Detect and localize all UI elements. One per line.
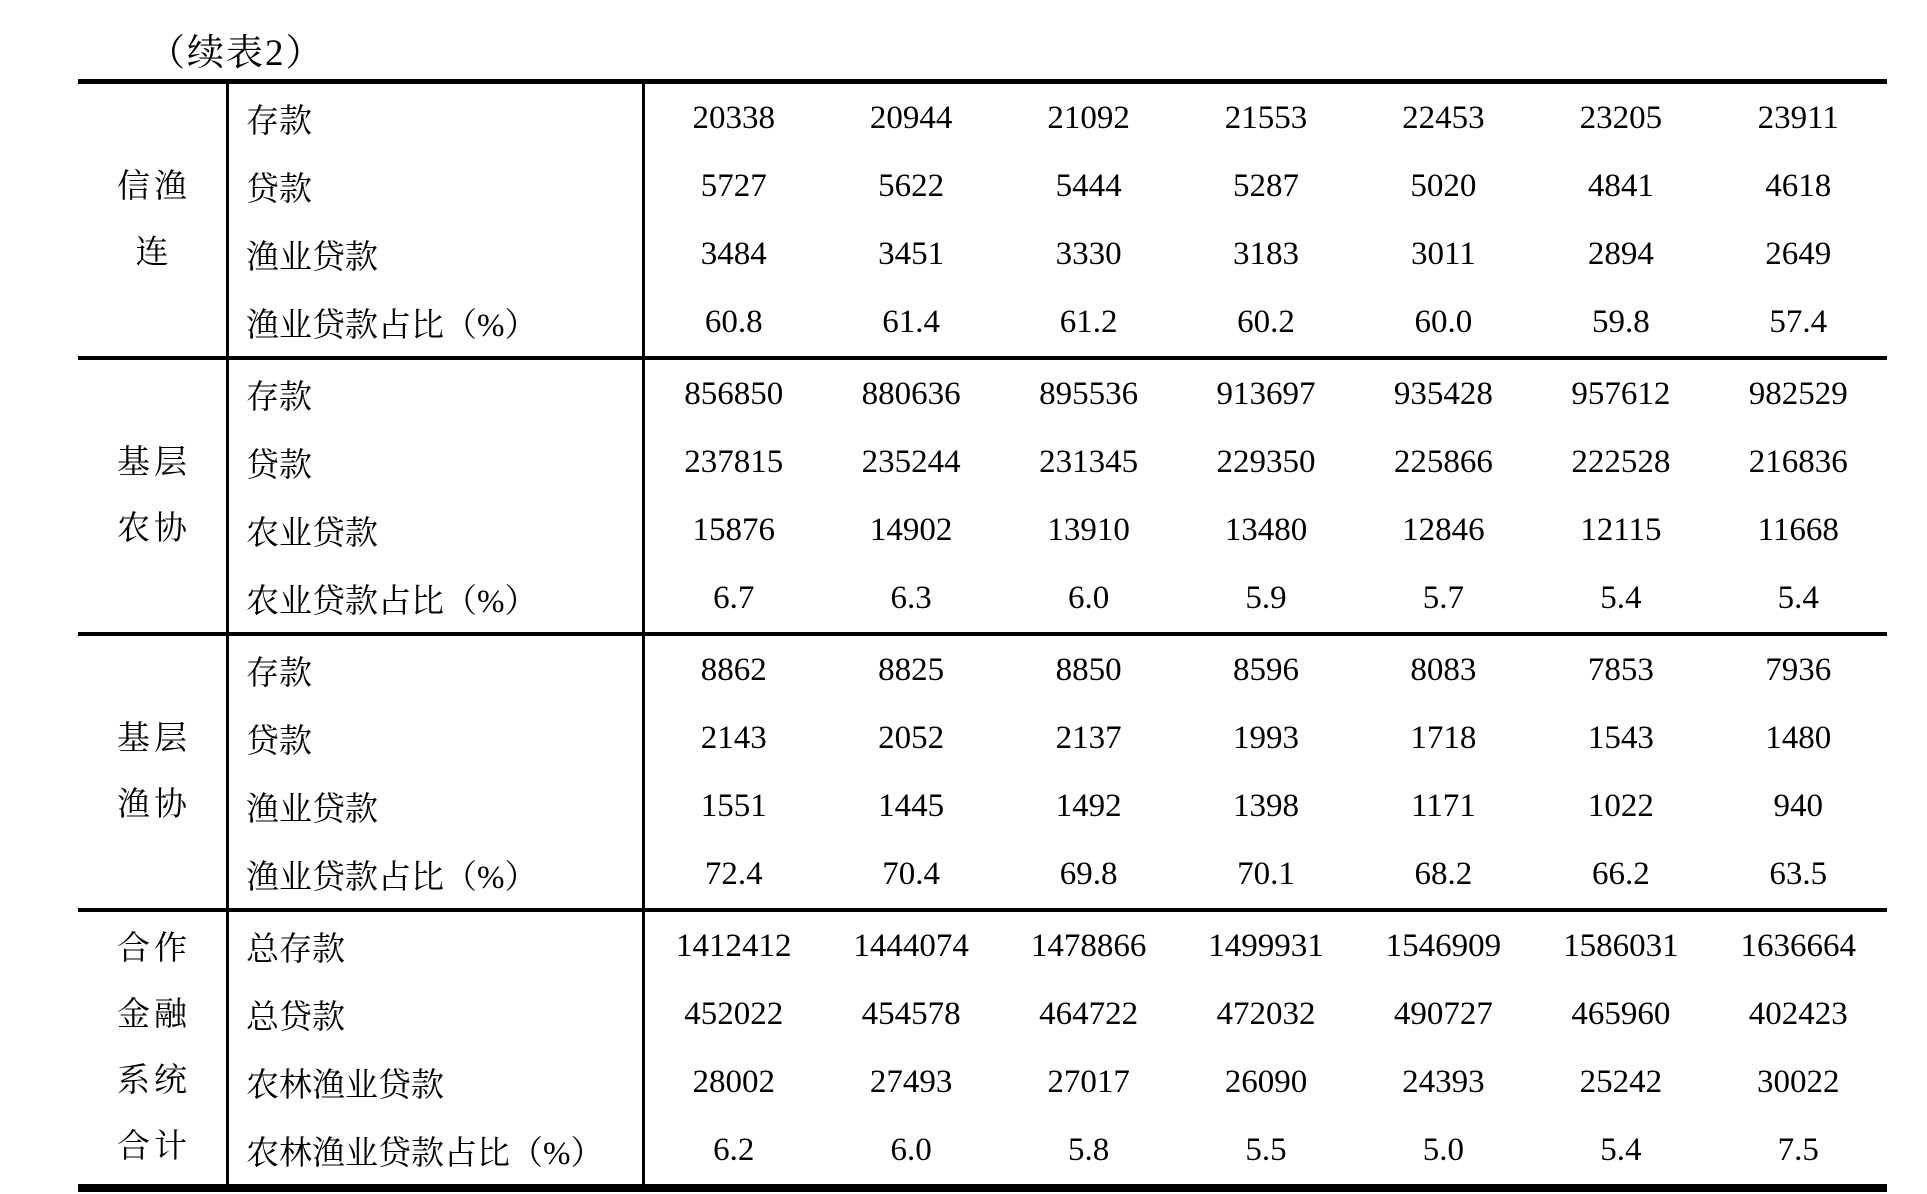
group-name-line: 金融 — [117, 997, 191, 1033]
value-cell: 72.4 — [704, 855, 763, 892]
value-cell: 216836 — [1748, 443, 1848, 480]
value-cell: 30022 — [1757, 1063, 1840, 1100]
value-cell: 5.4 — [1600, 1131, 1642, 1168]
page-title: （续表2） — [148, 33, 325, 74]
value-cell: 235244 — [861, 443, 961, 480]
value-cell: 982529 — [1748, 375, 1848, 412]
value-cell: 2894 — [1587, 235, 1654, 272]
group-name-cell — [78, 84, 229, 356]
value-cell: 1445 — [878, 787, 945, 824]
value-cell: 23205 — [1579, 99, 1663, 136]
value-cell: 1412412 — [675, 927, 792, 964]
value-cell: 5444 — [1055, 167, 1122, 204]
group-name-cell — [78, 636, 229, 908]
value-cell: 8862 — [700, 651, 767, 688]
value-cell: 1586031 — [1563, 927, 1679, 964]
value-cell: 3183 — [1232, 235, 1299, 272]
value-cell: 13910 — [1047, 511, 1130, 548]
group-name-line: 农协 — [117, 511, 191, 547]
value-cell: 14902 — [869, 511, 953, 548]
value-cell: 490727 — [1393, 995, 1493, 1032]
value-cell: 957612 — [1571, 375, 1671, 412]
value-cell: 231345 — [1039, 443, 1139, 480]
value-cell: 1171 — [1411, 787, 1476, 824]
value-cell: 5.5 — [1245, 1131, 1287, 1168]
value-cell: 454578 — [861, 995, 961, 1032]
group-name-line: 连 — [135, 235, 173, 271]
row-label: 总存款 — [229, 912, 645, 980]
value-cell: 935428 — [1393, 375, 1493, 412]
value-cell: 5.8 — [1067, 1131, 1110, 1168]
value-cell: 464722 — [1039, 995, 1139, 1032]
row-label: 贷款 — [229, 152, 645, 220]
value-cell: 20944 — [869, 99, 953, 136]
value-cell: 63.5 — [1769, 855, 1828, 892]
value-cell: 1546909 — [1385, 927, 1502, 964]
value-cell: 222528 — [1571, 443, 1671, 480]
value-cell: 5287 — [1232, 167, 1299, 204]
value-cell: 21092 — [1047, 99, 1130, 136]
value-cell: 237815 — [684, 443, 784, 480]
value-cell: 1543 — [1587, 719, 1654, 756]
group-name-line: 渔协 — [117, 787, 191, 823]
value-cell: 5020 — [1410, 167, 1477, 204]
value-cell: 11668 — [1757, 511, 1839, 548]
row-label: 贷款 — [229, 704, 645, 772]
row-label: 农林渔业贷款占比（%） — [229, 1116, 645, 1184]
value-cell: 24393 — [1402, 1063, 1485, 1100]
value-cell: 60.2 — [1237, 303, 1295, 340]
value-cell: 12115 — [1580, 511, 1662, 548]
value-cell: 452022 — [684, 995, 784, 1032]
value-cell: 6.2 — [713, 1131, 755, 1168]
value-cell: 26090 — [1224, 1063, 1308, 1100]
row-label: 总贷款 — [229, 980, 645, 1048]
value-cell: 913697 — [1216, 375, 1316, 412]
value-cell: 1478866 — [1030, 927, 1147, 964]
value-cell: 2052 — [878, 719, 945, 756]
value-cell: 22453 — [1402, 99, 1485, 136]
group-name-line: 系统 — [117, 1063, 191, 1099]
group-name-line: 合计 — [117, 1129, 191, 1165]
value-cell: 5.4 — [1600, 579, 1642, 616]
value-cell: 69.8 — [1059, 855, 1118, 892]
value-cell: 23911 — [1757, 99, 1839, 136]
value-cell: 5.0 — [1422, 1131, 1465, 1168]
value-cell: 5727 — [700, 167, 767, 204]
value-cell: 6.0 — [1067, 579, 1110, 616]
value-cell: 8850 — [1055, 651, 1122, 688]
value-cell: 895536 — [1039, 375, 1139, 412]
row-label: 农业贷款 — [229, 496, 645, 564]
value-cell: 4841 — [1587, 167, 1654, 204]
value-cell: 225866 — [1393, 443, 1493, 480]
value-cell: 3330 — [1055, 235, 1122, 272]
table-group — [78, 84, 1887, 360]
row-label: 存款 — [229, 84, 645, 152]
value-cell: 21553 — [1224, 99, 1308, 136]
value-cell: 8825 — [878, 651, 945, 688]
value-cell: 1444074 — [853, 927, 969, 964]
value-cell: 880636 — [861, 375, 961, 412]
value-cell: 465960 — [1571, 995, 1671, 1032]
value-cell: 1492 — [1055, 787, 1122, 824]
value-cell: 20338 — [692, 99, 775, 136]
value-cell: 61.4 — [882, 303, 940, 340]
value-cell: 70.4 — [882, 855, 940, 892]
table-group — [78, 636, 1887, 912]
value-cell: 1718 — [1410, 719, 1477, 756]
value-cell: 3484 — [700, 235, 767, 272]
row-label: 渔业贷款 — [229, 772, 645, 840]
group-name-cell — [78, 360, 229, 632]
value-cell: 8596 — [1232, 651, 1299, 688]
value-cell: 68.2 — [1414, 855, 1473, 892]
value-cell: 15876 — [692, 511, 775, 548]
value-cell: 1551 — [700, 787, 767, 824]
value-cell: 66.2 — [1591, 855, 1650, 892]
value-cell: 2143 — [700, 719, 767, 756]
value-cell: 13480 — [1224, 511, 1308, 548]
value-cell: 7.5 — [1777, 1131, 1819, 1168]
value-cell: 3451 — [878, 235, 945, 272]
group-name-line: 信渔 — [117, 169, 191, 205]
value-cell: 6.7 — [713, 579, 755, 616]
row-label: 农林渔业贷款 — [229, 1048, 645, 1116]
value-cell: 1636664 — [1740, 927, 1857, 964]
group-name-cell — [78, 912, 229, 1184]
value-cell: 5.7 — [1422, 579, 1465, 616]
row-label: 存款 — [229, 636, 645, 704]
group-name-line: 合作 — [117, 931, 191, 967]
value-cell: 1499931 — [1208, 927, 1324, 964]
value-cell: 4618 — [1765, 167, 1832, 204]
table-group — [78, 912, 1887, 1184]
row-label: 渔业贷款 — [229, 220, 645, 288]
row-label: 农业贷款占比（%） — [229, 564, 645, 632]
value-cell: 60.8 — [704, 303, 763, 340]
value-cell: 5.4 — [1777, 579, 1819, 616]
table-group — [78, 360, 1887, 636]
value-cell: 60.0 — [1414, 303, 1473, 340]
value-cell: 57.4 — [1769, 303, 1828, 340]
group-name-line: 基层 — [117, 721, 191, 757]
value-cell: 472032 — [1216, 995, 1316, 1032]
value-cell: 856850 — [684, 375, 784, 412]
value-cell: 27017 — [1047, 1063, 1130, 1100]
value-cell: 6.0 — [890, 1131, 932, 1168]
value-cell: 7936 — [1765, 651, 1832, 688]
value-cell: 28002 — [692, 1063, 775, 1100]
value-cell: 7853 — [1587, 651, 1654, 688]
value-cell: 1480 — [1765, 719, 1832, 756]
value-cell: 2649 — [1765, 235, 1832, 272]
value-cell: 1398 — [1232, 787, 1299, 824]
group-name-line: 基层 — [117, 445, 191, 481]
value-cell: 1022 — [1587, 787, 1654, 824]
row-label: 渔业贷款占比（%） — [229, 288, 645, 356]
value-cell: 6.3 — [890, 579, 932, 616]
row-label: 存款 — [229, 360, 645, 428]
value-cell: 5622 — [878, 167, 945, 204]
value-cell: 59.8 — [1591, 303, 1650, 340]
row-label: 贷款 — [229, 428, 645, 496]
value-cell: 27493 — [869, 1063, 953, 1100]
value-cell: 940 — [1773, 787, 1824, 824]
value-cell: 2137 — [1055, 719, 1122, 756]
value-cell: 402423 — [1748, 995, 1848, 1032]
value-cell: 8083 — [1410, 651, 1477, 688]
value-cell: 12846 — [1402, 511, 1485, 548]
value-cell: 25242 — [1579, 1063, 1663, 1100]
row-label: 渔业贷款占比（%） — [229, 840, 645, 908]
finance-table — [78, 79, 1887, 1192]
value-cell: 1993 — [1232, 719, 1299, 756]
value-cell: 5.9 — [1245, 579, 1287, 616]
value-cell: 61.2 — [1059, 303, 1118, 340]
value-cell: 3011 — [1411, 235, 1476, 272]
value-cell: 229350 — [1216, 443, 1316, 480]
value-cell: 70.1 — [1237, 855, 1295, 892]
